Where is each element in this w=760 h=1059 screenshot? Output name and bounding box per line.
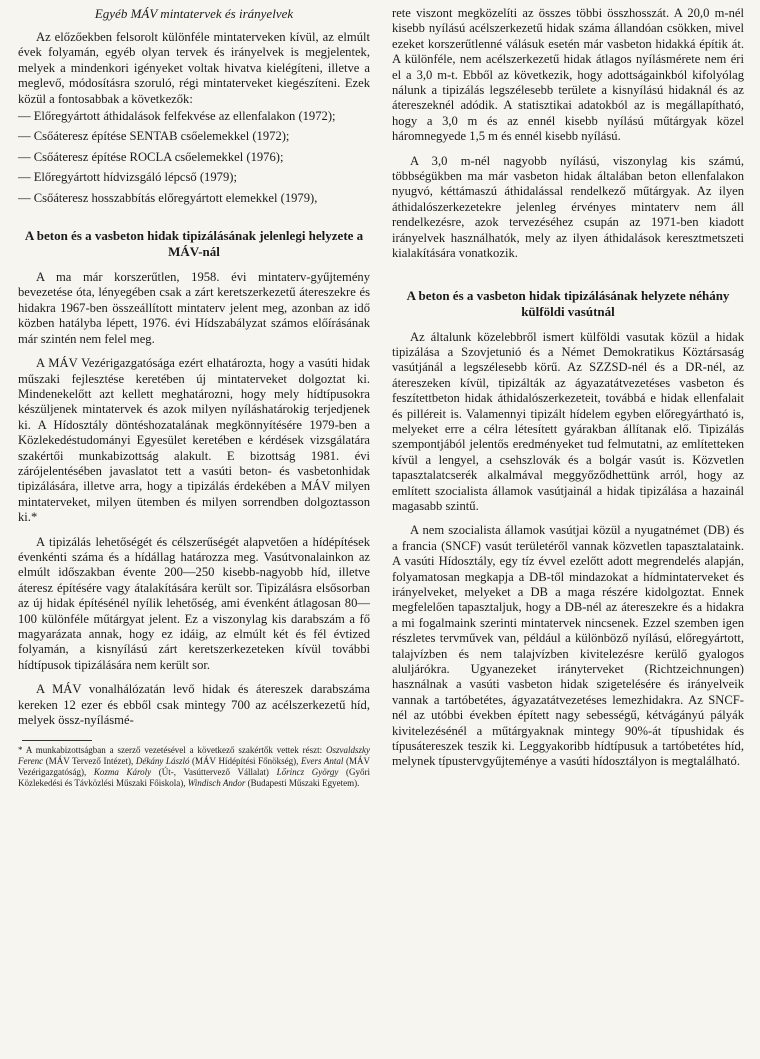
section-title-other-designs: Egyéb MÁV mintatervek és irányelvek: [94, 6, 294, 21]
heading-current-situation: A beton és a vasbeton hidak tipizálásának jelenlegi helyzete a MÁV-nál: [24, 228, 364, 260]
list-item: — Csőáteresz építése SENTAB csőelemekkel (1972);: [18, 129, 290, 144]
heading-foreign-railways: A beton és a vasbeton hidak tipizálásának helyzete néhány külföldi vasútnál: [406, 287, 730, 319]
paragraph: rete viszont megközelíti az összes többi összhosszát. A 20,0 m-nél kisebb nyílású acélszerkezetű hidak száma állandóan csökken, mivel ezeket korszerűtlenné válásuk esetén már vasbeton hidakká építik át. A különféle, nem acélszerkezetű hidak átlagos nyílásmérete nem éri el a 3,0 m-t. Ebből az következik, hogy adottságainkból kifolyólag nálunk a tipizálás legszélesebb területe a kisnyílású hidaknál és az átereszeknél adódik. A statisztikai adatokból az is megállapítható, hogy a 3,0 m és az ennél kisebb nyílású műtárgyak közel háromnegyede 1,5 m és ennél kisebb nyílású.: [392, 6, 744, 144]
design-list: [18, 109, 370, 206]
left-column: [18, 6, 370, 789]
paragraph: A ma már korszerűtlen, 1958. évi mintaterv-gyűjtemény bevezetése óta, lényegében csak a zárt keretszerkezetű átereszekre és hidakra 1967-ben összeállított mintaterv jelent meg, azonban az idő közben hatályba lépett, 1976. évi Hídszabályzat számos előírásának már szintén nem felel meg.: [18, 270, 370, 346]
footnote-divider: [22, 740, 92, 741]
paragraph: A 3,0 m-nél nagyobb nyílású, viszonylag kis számú, többségükben ma már vasbeton hidak általában beton ellenfalakon nyugvó, kéttámaszú áthidalással rendelkező műtárgyak. Az ilyen áthidalószerkezetekre jelenleg érvényes mintaterv nem áll rendelkezésre, azok tervezéséhez csupán az 1971-ben kiadott irányelvek használhatók, mely az ilyen áthidalások keresztmetszeti kialakítására vonatkozik.: [392, 153, 744, 261]
list-item: — Előregyártott hídvizsgáló lépcső (1979);: [18, 170, 237, 185]
paragraph: A nem szocialista államok vasútjai közül a nyugatnémet (DB) és a francia (SNCF) vasút területéről vannak közvetlen tapasztalataink. A vasúti Hídosztály, egy tíz évvel ezelőtt adott megrendelés alapján, folyamatosan megkapja a DB-től mindazokat a hídmintaterveket és irányelveket, melyeket a DB a maga részére kidolgoztat. Ennek megfelelően tapasztaljuk, hogy a DB-nél az átereszekre és a hidakra a mi fogalmaink szerinti mintatervek nincsenek. Ezzel szemben igen részletes tervművek van, például a különböző nyílású, előregyártott, talajvízben és nem talajvízben kivitelezésre kerülő gyalogos aluljárókra. Ugyanezeket irányterveket (Richtzeichnungen) használnak a vasúti vasbeton hidak szigetelésére és irányelveik vannak a tartóbetétes, ágyazatátvezetéses lemezhidakra. Az SNCF-nél az utóbbi években épített nagy sebességű, kétvágányú pályák kivitelezésénél a műtárgyaknak mintegy 90%-át típushidak és típusátereszek teszik ki. Leggyakoribb hídtípusuk a tartóbetétes híd, melynek típustervgyűjteménye a vasúti hídosztályon is megtalálható.: [392, 523, 744, 769]
paragraph-intro: Az előzőekben felsorolt különféle mintaterveken kívül, az elmúlt évek folyamán, egyéb olyan tervek és irányelvek is megjelentek, melyek a mindenkori igényeket voltak hivatva kielégíteni, illetve a meglevő, módosításra szoruló, régi mintaterveket kiegészíteni. Ezek közül a fontosabbak a következők:: [18, 30, 370, 106]
footnote: * A munkabizottságban a szerző vezetésével a következő szakértők vettek részt: Oszvaldszky Ferenc (MÁV Tervező Intézet), Dékány László (MÁV Hídépítési Főnökség), Evers Antal (MÁV Vezérigazgatóság), Kozma Károly (Út-, Vasúttervező Vállalat) Lőrincz György (Győri Közlekedési és Távközlési Műszaki Főiskola), Windisch Andor (Budapesti Műszaki Egyetem).: [18, 745, 370, 789]
paragraph: A MÁV vonalhálózatán levő hidak és átereszek darabszáma kereken 12 ezer és ebből csak mintegy 700 az acélszerkezetű híd, melyek össz-nyílásmé-: [18, 682, 370, 728]
paragraph: A MÁV Vezérigazgatósága ezért elhatározta, hogy a vasúti hidak műszaki fejlesztése keretében új mintaterveket dolgoztat ki. Mindenekelőtt azt kellett meghatározni, hogy mely hídtípusokra készüljenek mintatervek és azok milyen nyíláshatárokig terjedjenek ki. A Hídosztály döntéshozatalának megkönnyítésére 1979-ben a Közlekedéstudományi Egyesület keretében e kérdések vizsgálatára szakértői munkabizottság alakult. E bizottság 1981. évi zárójelentésében javaslatot tett a vasúti beton- és vasbetonhidak tipizálására, illetve arra, hogy a tipizálás érdekében a MÁV milyen mintaterveket, milyen ütemben és milyen sorrendben dolgoztasson ki.*: [18, 356, 370, 525]
right-column: [392, 6, 744, 770]
paragraph: A tipizálás lehetőségét és célszerűségét alapvetően a hídépítések évenkénti száma és a hídállag határozza meg. Vasútvonalainkon az elmúlt időszakban évente 200—250 kisebb-nagyobb híd, illetve áteresz építésére vagy átalakítására került sor. Tipizálásra elsősorban az új hidak építésénél nyílik lehetőség, ami évenként átlagosan 80—100 különféle műtárgyat jelent. Ez a viszonylag kis darabszám a fő magyarázata annak, hogy ez idáig, az elmúlt két és fél évtized folyamán, a kisnyílású zárt keretszerkezeteken kívül további hídtípusok tipizálására nem került sor.: [18, 534, 370, 672]
list-item: — Előregyártott áthidalások felfekvése az ellenfalakon (1972);: [18, 109, 336, 124]
list-item: — Csőáteresz építése ROCLA csőelemekkel (1976);: [18, 149, 284, 164]
list-item: — Csőáteresz hosszabbítás előregyártott elemekkel (1979),: [18, 190, 318, 205]
paragraph: Az általunk közelebbről ismert külföldi vasutak közül a hidak tipizálása a Szovjetunió és a Német Demokratikus Köztársaság vasútjánál a legszélesebb körű. Az SZZSD-nél és a DR-nél, az átereszeken kívül, tipizálták az ágyazatátvezetéses vasbeton és feszítettbeton hidak áthidalószerkezeteit, továbbá e hidak ellenfalait és pilléreit is. Valamennyi tipizált hídelem egyben előregyártható is, melyeket erre a célra létesített gyárakban állítanak elő. Tipizálás szempontjából jelentős eredményeket tud felmutatni, az említetteken kívül a lengyel, a csehszlovák és a bolgár vasút is. Közvetlen tapasztalatcserék alkalmával meggyőződhettünk arról, hogy az említett szocialista államok vasútjainál a hidak tipizálása a hazainál magasabb szintű.: [392, 329, 744, 513]
